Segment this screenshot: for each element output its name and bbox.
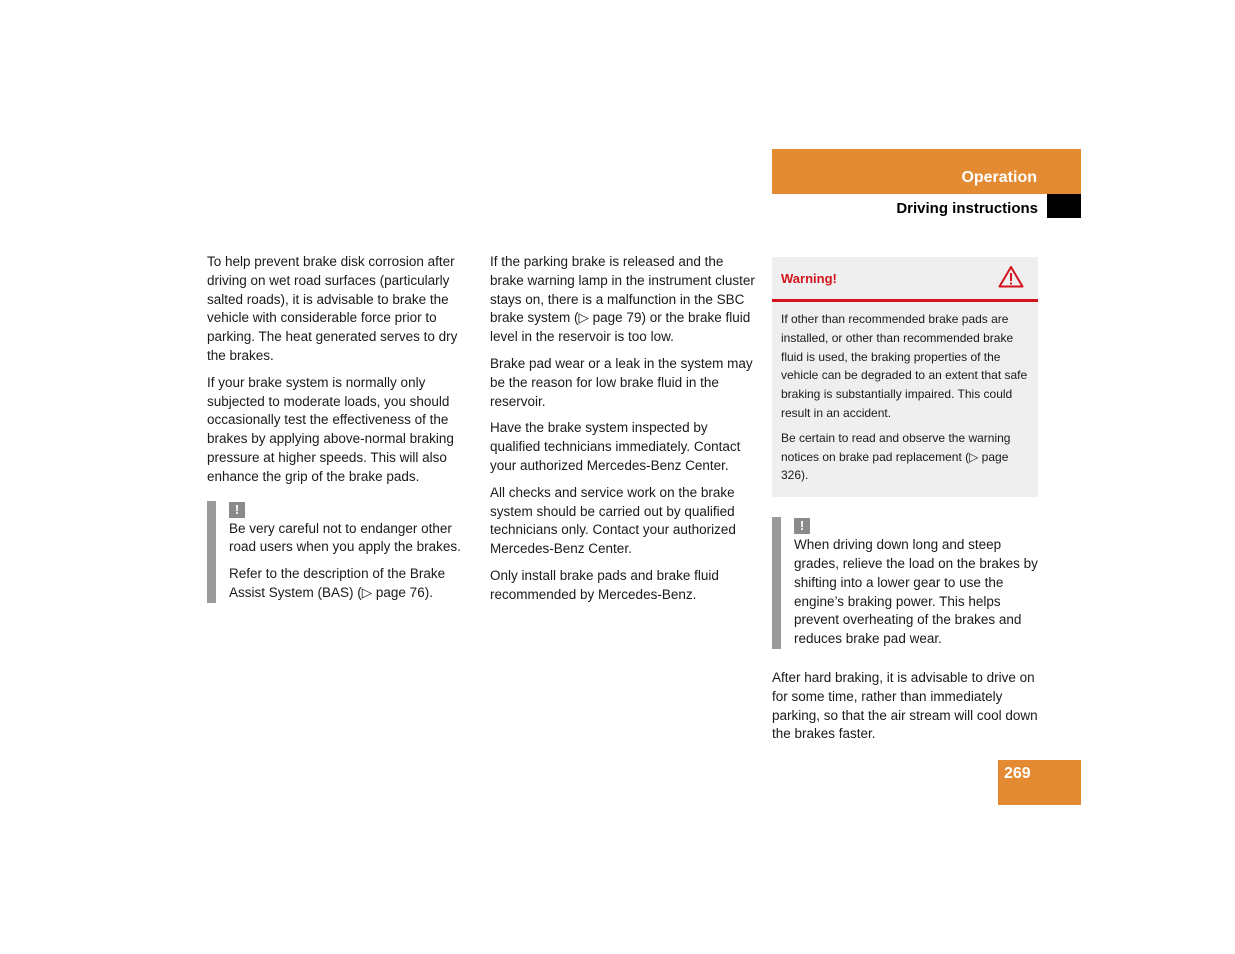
notice-bar [207, 501, 216, 603]
notice-text: Refer to the description of the Brake Assist System (BAS) (▷ page 76). [229, 566, 446, 600]
warning-text: If other than recommended brake pads are installed, or other than recommended brake fluid is used, the braking properties of the vehicle can be degraded to an extent that safe braking is substantially impaired. This could result in an accident. [781, 312, 1028, 420]
warning-header [772, 257, 1038, 302]
paragraph: To help prevent brake disk corrosion after driving on wet road surfaces (particularly salted roads), it is advisable to brake the vehicle with considerable force prior to parking. The heat generated serves to dry the brakes. [207, 254, 458, 363]
section-title: Operation [961, 169, 1037, 186]
paragraph: After hard braking, it is advisable to drive on for some time, rather than immediately parking, so that the air stream will cool down the brakes faster. [772, 669, 1038, 742]
notice-text: When driving down long and steep grades, relieve the load on the brakes by shifting into a lower gear to use the engine’s braking power. This helps prevent overheating of the brakes and reduces brake pad wear. [794, 537, 1038, 647]
warning-body [772, 302, 1038, 497]
paragraph: Only install brake pads and brake fluid recommended by Mercedes-Benz. [490, 567, 719, 602]
column-1 [207, 253, 473, 603]
page-number: 269 [1004, 765, 1031, 782]
paragraph: All checks and service work on the brake system should be carried out by qualified technicians only. Contact your authorized Mercedes-Benz Center. [490, 484, 736, 557]
column-2 [490, 253, 758, 613]
warning-title: Warning! [781, 271, 837, 286]
column-3 [772, 257, 1038, 752]
notice-text: Be very careful not to endanger other road users when you apply the brakes. [229, 520, 461, 555]
notice-bar [772, 517, 781, 649]
warning-text: Be certain to read and observe the warning notices on brake pad replacement (▷ page 326). [781, 430, 1011, 483]
notice-box [772, 517, 1038, 649]
subsection-title: Driving instructions [896, 200, 1038, 217]
page-number-box [998, 760, 1081, 805]
warning-box [772, 257, 1038, 497]
paragraph: If the parking brake is released and the brake warning lamp in the instrument cluster stays on, there is a malfunction in the SBC brake system (▷ page 79) or the brake fluid level in the reservoir is too low. [490, 254, 755, 345]
header-marker [1047, 194, 1081, 218]
exclamation-icon: ! [794, 518, 810, 534]
paragraph: If your brake system is normally only subjected to moderate loads, you should occasionally test the effectiveness of the brakes by applying above-normal braking pressure at higher speeds. This will also enhance the grip of the brake pads. [207, 374, 454, 484]
notice-box [207, 501, 473, 603]
paragraph: Brake pad wear or a leak in the system may be the reason for low brake fluid in the reservoir. [490, 355, 753, 409]
exclamation-icon: ! [229, 502, 245, 518]
paragraph: Have the brake system inspected by qualified technicians immediately. Contact your authorized Mercedes-Benz Center. [490, 420, 741, 473]
warning-triangle-icon [998, 265, 1024, 294]
section-header-bar [772, 149, 1081, 194]
